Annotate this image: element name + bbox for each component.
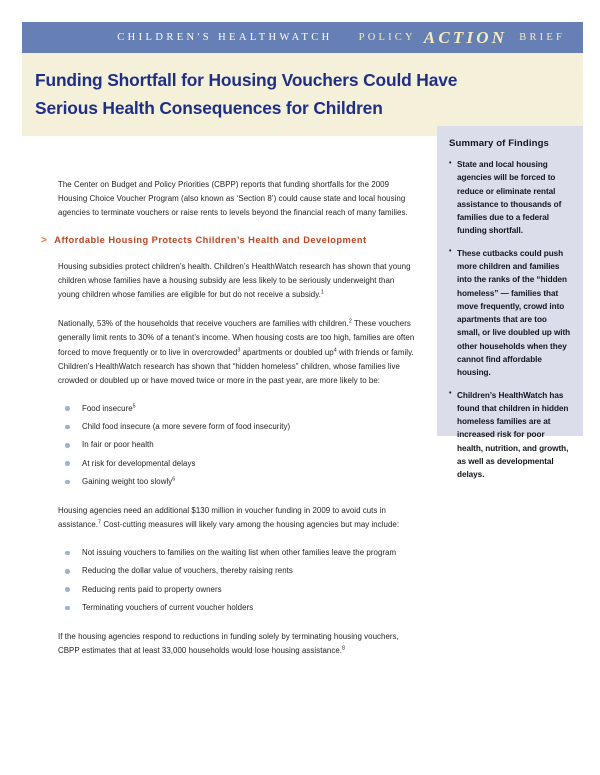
list-item-label: Food insecure: [82, 403, 133, 413]
list-item: Reducing rents paid to property owners: [82, 584, 418, 596]
paragraph-funding-need: [58, 504, 418, 532]
list-item: [82, 403, 418, 415]
list-item: Reducing the dollar value of vouchers, thereby raising rents: [82, 565, 418, 577]
paragraph-nationally: [58, 317, 418, 387]
section-heading-label: Affordable Housing Protects Children’s Health and Development: [54, 235, 367, 246]
list-item-label: Child food insecure (a more severe form of food insecurity): [82, 422, 291, 432]
paragraph-nationally-text-c: apartments or doubled up: [240, 347, 334, 357]
section-heading-affordable-housing: [41, 235, 418, 246]
paragraph-nationally-text-a: Nationally, 53% of the households that receive vouchers are families with children.: [58, 319, 349, 329]
masthead-banner: [22, 22, 583, 53]
list-item: • State and local housing agencies will be forced to reduce or eliminate rental assistance to thousands of families due to a federal funding shortfall.: [449, 158, 571, 238]
summary-of-findings-box: [437, 126, 583, 480]
chevron-right-icon: >: [41, 235, 48, 247]
list-item: • These cutbacks could push more children and families into the ranks of the “hidden homeless” — families that move frequently, crowd into apartments that are too small, or live doubled up with other households when they cannot find affordable housing.: [449, 247, 571, 380]
footnote-ref: 6: [172, 476, 176, 483]
intro-paragraph: The Center on Budget and Policy Priorities (CBPP) reports that funding shortfalls for the 2009 Housing Choice Voucher Program (also known as ‘Section 8’) could cause state and local housing agencies to terminate vouchers or raise rents to levels beyond the financial reach of many families.: [58, 180, 408, 218]
footnote-ref: 4: [333, 346, 337, 353]
footnote-ref: 7: [98, 519, 102, 526]
sidebar-heading: Summary of Findings: [449, 138, 549, 149]
paragraph-funding-need-text-a: Housing agencies need an additional $130 million in voucher funding in 2009 to avoid cuts in assistance.: [58, 505, 386, 530]
list-item-label: In fair or poor health: [82, 440, 154, 450]
list-item: Not issuing vouchers to families on the waiting list when other families leave the program: [82, 547, 418, 559]
list-item: [82, 476, 418, 488]
paragraph-funding-need-text-b: Cost-cutting measures will likely vary among the housing agencies but may include:: [101, 520, 400, 530]
paragraph-nationally-text-d: with friends or family. Children’s HealthWatch research has shown that “hidden homeless” children, whose families live crowded or doubled up or have moved twice or more in the past year, are more likely to be:: [58, 347, 414, 385]
masthead-policy-label: POLICY: [358, 32, 416, 43]
body-column: [41, 178, 418, 673]
footnote-ref: 3: [237, 346, 241, 353]
footnote-ref: 8: [342, 645, 346, 652]
list-item-label: Gaining weight too slowly: [82, 477, 173, 487]
masthead-brief-label: BRIEF: [519, 32, 565, 43]
list-item: [82, 421, 418, 433]
masthead-action-label: ACTION: [423, 27, 508, 47]
list-item-label: At risk for developmental delays: [82, 458, 196, 468]
paragraph-nationally-text-b: These vouchers generally limit rents to 30% of a tenant’s income. When housing costs are too high, families are often forced to move frequently or to live in overcrowded: [58, 319, 415, 357]
footnote-ref: 1: [320, 289, 324, 296]
masthead-brand: CHILDREN'S HEALTHWATCH: [117, 32, 333, 43]
paragraph-subsidies: [58, 260, 418, 302]
list-item: [82, 439, 418, 451]
risk-bullet-list: [58, 403, 418, 488]
footnote-ref: 2: [348, 318, 352, 325]
cost-cutting-bullet-list: [58, 547, 418, 614]
paragraph-response-text: If the housing agencies respond to reductions in funding solely by terminating housing vouchers, CBPP estimates that at least 33,000 households would lose housing assistance.: [58, 632, 399, 656]
paragraph-response: [58, 630, 418, 658]
list-item: • Children’s HealthWatch has found that children in hidden homeless families are at increased risk for poor health, nutrition, and growth, as well as developmental delays.: [449, 389, 571, 482]
page-title: Funding Shortfall for Housing Vouchers Could Have Serious Health Consequences for Children: [35, 70, 458, 119]
paragraph-subsidies-text: Housing subsidies protect children’s health. Children’s HealthWatch research has shown that young children whose families have a housing subsidy are less likely to be seriously underweight than young children whose families are eligible for but do not receive a subsidy.: [58, 262, 411, 300]
sidebar-findings-list: [449, 158, 571, 481]
list-item: [82, 458, 418, 470]
title-band: [22, 53, 583, 136]
list-item: Terminating vouchers of current voucher holders: [82, 602, 418, 614]
footnote-ref: 5: [132, 403, 136, 410]
